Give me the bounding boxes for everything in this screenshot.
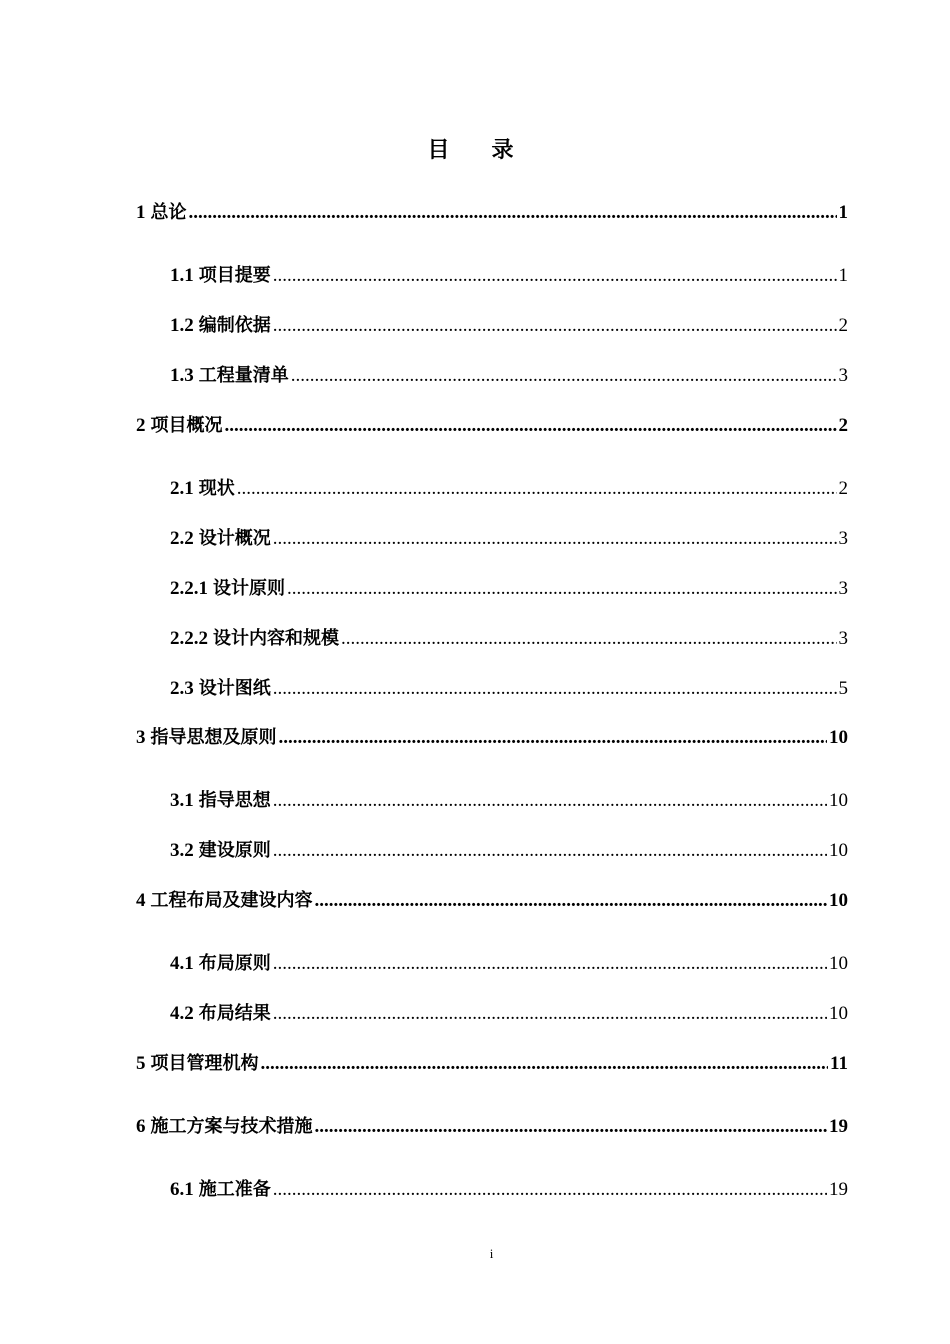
toc-dot-leader	[261, 1049, 829, 1079]
toc-entry-label: 工程布局及建设内容	[150, 890, 313, 911]
toc-entry-page: 2	[838, 478, 848, 499]
toc-entry-page: 2	[838, 415, 848, 436]
toc-entry-number: 4.1	[170, 953, 194, 974]
toc-entry-label: 施工方案与技术措施	[150, 1116, 313, 1137]
toc-entry-label: 设计图纸	[198, 678, 271, 699]
toc-entry-number: 1.2	[170, 315, 194, 336]
toc-entry-number: 1.3	[170, 365, 194, 386]
toc-entry[interactable]	[170, 261, 848, 291]
toc-dot-leader	[291, 361, 837, 391]
toc-entry-number: 5	[136, 1053, 146, 1074]
toc-dot-leader	[273, 999, 827, 1029]
toc-dot-leader	[341, 624, 837, 654]
toc-dot-leader	[315, 1112, 828, 1142]
toc-entry-label: 工程量清单	[198, 365, 289, 386]
toc-entry-number: 2.1	[170, 478, 194, 499]
toc-entry-page: 10	[829, 890, 848, 911]
toc-dot-leader	[273, 311, 837, 341]
toc-entry[interactable]	[136, 198, 848, 228]
toc-entry-page: 19	[829, 1116, 848, 1137]
toc-entry-page: 10	[829, 840, 848, 861]
toc-entry-number: 2.2	[170, 528, 194, 549]
toc-entry-page: 19	[829, 1179, 848, 1200]
toc-entry-page: 3	[838, 628, 848, 649]
toc-entry-page: 3	[838, 365, 848, 386]
toc-entry-label: 指导思想及原则	[150, 727, 277, 748]
toc-entry[interactable]	[170, 949, 848, 979]
toc-dot-leader	[273, 261, 837, 291]
toc-entry[interactable]	[136, 1112, 848, 1142]
toc-entry-page: 10	[829, 790, 848, 811]
toc-entry-number: 3.1	[170, 790, 194, 811]
toc-entry-page: 3	[838, 578, 848, 599]
toc-dot-leader	[315, 886, 828, 916]
toc-entry[interactable]	[170, 574, 848, 604]
toc-dot-leader	[279, 723, 828, 753]
toc-dot-leader	[273, 786, 827, 816]
toc-entry-page: 10	[829, 1003, 848, 1024]
toc-entry-page: 1	[838, 202, 848, 223]
toc-entry-number: 2.2.1	[170, 578, 208, 599]
toc-entry-number: 6.1	[170, 1179, 194, 1200]
toc-entry-label: 项目管理机构	[150, 1053, 259, 1074]
toc-entry[interactable]	[170, 786, 848, 816]
toc-entry[interactable]	[136, 723, 848, 753]
toc-entry-label: 布局结果	[198, 1003, 271, 1024]
toc-entry[interactable]	[170, 624, 848, 654]
toc-entry[interactable]	[170, 474, 848, 504]
toc-entry-label: 项目概况	[150, 415, 223, 436]
toc-entry-number: 1.1	[170, 265, 194, 286]
toc-entry[interactable]	[136, 886, 848, 916]
toc-entry-label: 设计概况	[198, 528, 271, 549]
toc-entry[interactable]	[170, 1175, 848, 1205]
toc-dot-leader	[189, 198, 837, 228]
toc-entry-page: 3	[838, 528, 848, 549]
toc-entry[interactable]	[170, 524, 848, 554]
toc-entry-label: 指导思想	[198, 790, 271, 811]
toc-entry[interactable]	[170, 361, 848, 391]
toc-entry-label: 项目提要	[198, 265, 271, 286]
toc-entry-page: 5	[838, 678, 848, 699]
toc-entry[interactable]	[170, 674, 848, 704]
toc-entry-number: 1	[136, 202, 146, 223]
toc-entry-label: 设计内容和规模	[213, 628, 339, 649]
toc-dot-leader	[273, 949, 827, 979]
toc-entry-label: 现状	[198, 478, 235, 499]
toc-entry-number: 2	[136, 415, 146, 436]
toc-entry-label: 建设原则	[198, 840, 271, 861]
toc-entry[interactable]	[170, 836, 848, 866]
toc-entry-label: 编制依据	[198, 315, 271, 336]
toc-entry-number: 3.2	[170, 840, 194, 861]
toc-entry-page: 10	[829, 953, 848, 974]
toc-dot-leader	[273, 524, 837, 554]
toc-entry-page: 2	[838, 315, 848, 336]
toc-entry-number: 4.2	[170, 1003, 194, 1024]
toc-entry-page: 11	[830, 1053, 848, 1074]
toc-dot-leader	[237, 474, 837, 504]
toc-entry-number: 2.2.2	[170, 628, 208, 649]
toc-entry[interactable]	[136, 411, 848, 441]
page-title: 目录	[427, 138, 556, 163]
toc-dot-leader	[225, 411, 837, 441]
toc-entry[interactable]	[170, 311, 848, 341]
toc-entry-label: 设计原则	[213, 578, 285, 599]
toc-dot-leader	[273, 674, 837, 704]
toc-entry[interactable]	[170, 999, 848, 1029]
toc-dot-leader	[273, 1175, 827, 1205]
toc-entry[interactable]	[136, 1049, 848, 1079]
toc-entry-page: 10	[829, 727, 848, 748]
page-number-footer: i	[489, 1246, 494, 1261]
toc-entry-number: 6	[136, 1116, 146, 1137]
toc-entry-number: 3	[136, 727, 146, 748]
toc-entry-label: 施工准备	[198, 1179, 271, 1200]
toc-dot-leader	[287, 574, 837, 604]
toc-entry-page: 1	[838, 265, 848, 286]
toc-entry-label: 总论	[150, 202, 187, 223]
toc-entry-label: 布局原则	[198, 953, 271, 974]
toc-entry-number: 2.3	[170, 678, 194, 699]
toc-entry-number: 4	[136, 890, 146, 911]
toc-dot-leader	[273, 836, 827, 866]
